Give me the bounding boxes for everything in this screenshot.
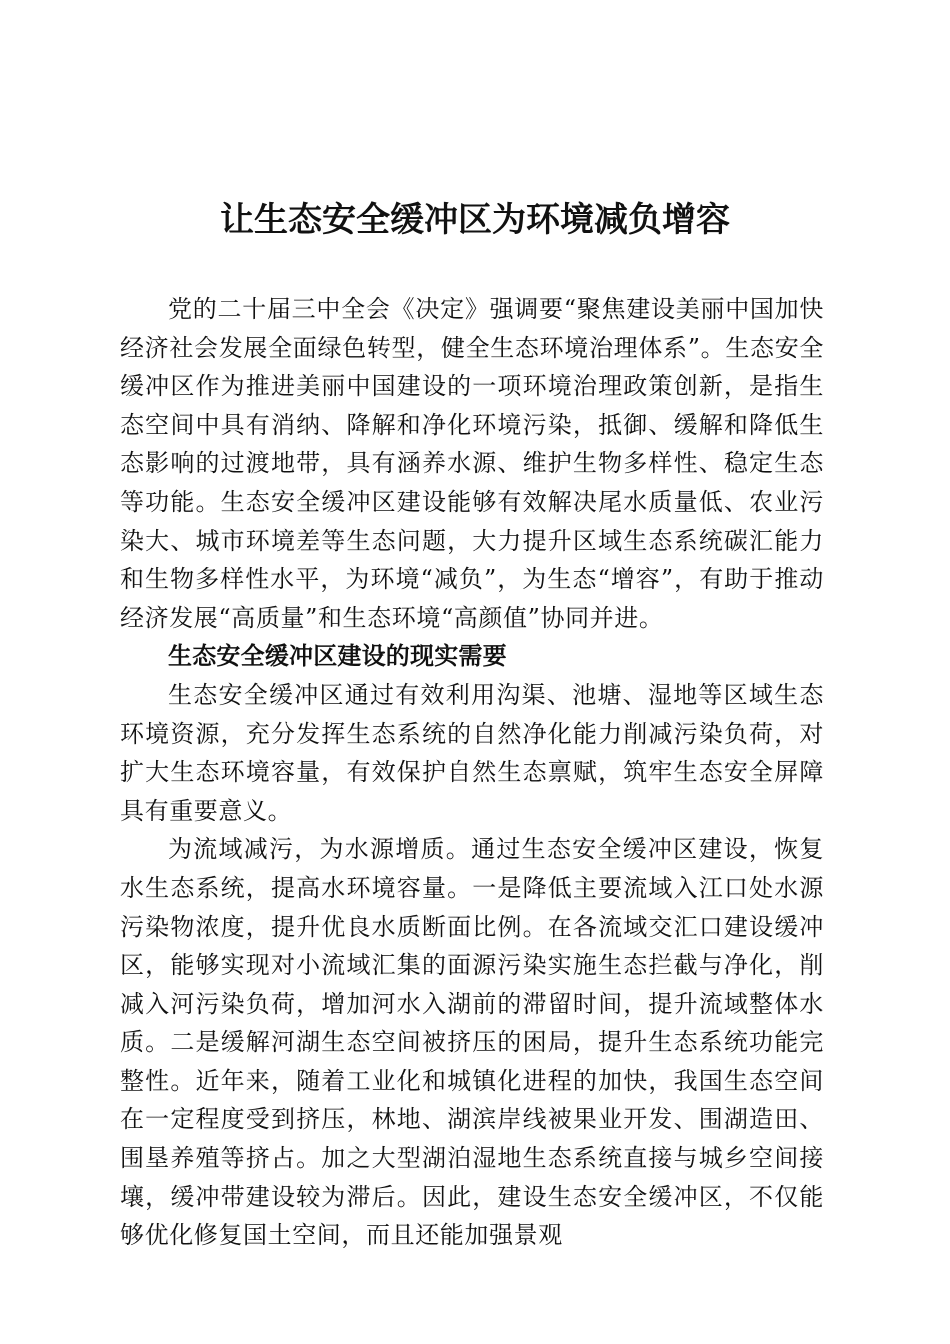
intro-paragraph: 党的二十届三中全会《决定》强调要“聚焦建设美丽中国加快经济社会发展全面绿色转型，健全生态环境治理体系”。生态安全缓冲区作为推进美丽中国建设的一项环境治理政策创新，是指生态空间中具有消纳、降解和净化环境污染，抵御、缓解和降低生态影响的过渡地带，具有涵养水源、维护生物多样性、稳定生态等功能。生态安全缓冲区建设能够有效解决尾水质量低、农业污染大、城市环境差等生态问题，大力提升区域生态系统碳汇能力和生物多样性水平，为环境“减负”，为生态“增容”，有助于推动经济发展“高质量”和生态环境“高颜值”协同并进。	[120, 295, 824, 632]
section-heading: 生态安全缓冲区建设的现实需要	[168, 642, 507, 671]
section-paragraph-2: 为流域减污，为水源增质。通过生态安全缓冲区建设，恢复水生态系统，提高水环境容量。一是降低主要流域入江口处水源污染物浓度，提升优良水质断面比例。在各流域交汇口建设缓冲区，能够实现对小流域汇集的面源污染实施生态拦截与净化，削减入河污染负荷，增加河水入湖前的滞留时间，提升流域整体水质。二是缓解河湖生态空间被挤压的困局，提升生态系统功能完整性。近年来，随着工业化和城镇化进程的加快，我国生态空间在一定程度受到挤压，林地、湖滨岸线被果业开发、围湖造田、围垦养殖等挤占。加之大型湖泊湿地生态系统直接与城乡空间接壤，缓冲带建设较为滞后。因此，建设生态安全缓冲区，不仅能够优化修复国土空间，而且还能加强景观	[120, 835, 824, 1250]
document-title: 让生态安全缓冲区为环境减负增容	[220, 200, 730, 240]
section-paragraph-1: 生态安全缓冲区通过有效利用沟渠、池塘、湿地等区域生态环境资源，充分发挥生态系统的自然净化能力削减污染负荷，对扩大生态环境容量，有效保护自然生态禀赋，筑牢生态安全屏障具有重要意义。	[120, 680, 824, 825]
document-body	[120, 290, 824, 1255]
